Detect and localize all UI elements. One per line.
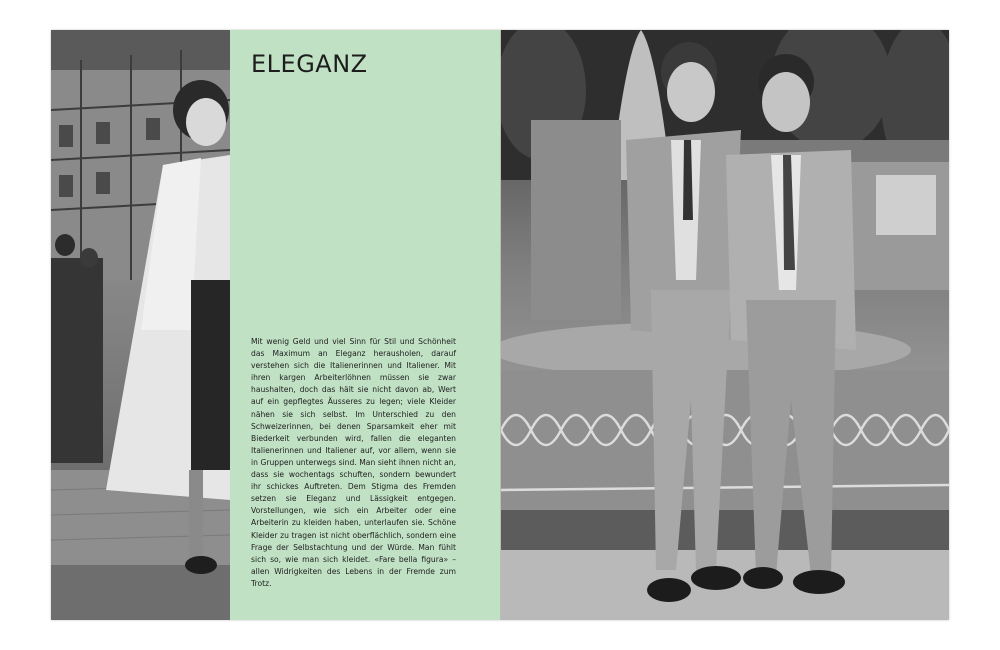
photo-two-men-in-suits bbox=[501, 30, 949, 620]
body-paragraph: Mit wenig Geld und viel Sinn für Stil und Schönheit das Maximum an Eleganz herausholen, darauf verstehen sich die Italienerinnen und Italiener. Mit ihren kargen Arbeiterlöhnen müssen sie zwar haushalten, doch das hält sie nicht davon ab, Wert auf ein gepflegtes Äusseres zu legen; viele Kleider nähen sie sich selbst. Im Unterschied zu den Schweizerinnen, bei denen Sparsamkeit eher mit Biederkeit verbunden wird, fallen die eleganten Italienerinnen und Italiener auf, vor allem, wenn sie in Gruppen unterwegs sind. Man sieht ihnen nicht an, dass sie wochentags schuften, sondern bewundert ihr schickes Auftreten. Dem Stigma des Fremden setzen sie Eleganz und Lässigkeit entgegen. Vorstellungen, wie sich ein Arbeiter oder eine Arbeiterin zu kleiden haben, unterlaufen sie. Schöne Kleider zu tragen ist nicht oberflächlich, sondern eine Frage der Selbstachtung und der Würde. Man fühlt sich so, wie man sich kleidet. «Fare bella figura» – allen Widrigkeiten des Lebens in der Fremde zum Trotz. bbox=[251, 337, 456, 588]
text-panel bbox=[230, 30, 500, 620]
photo-woman-in-coat bbox=[51, 30, 230, 620]
page-title: ELEGANZ bbox=[251, 50, 368, 78]
book-spread bbox=[51, 30, 949, 620]
